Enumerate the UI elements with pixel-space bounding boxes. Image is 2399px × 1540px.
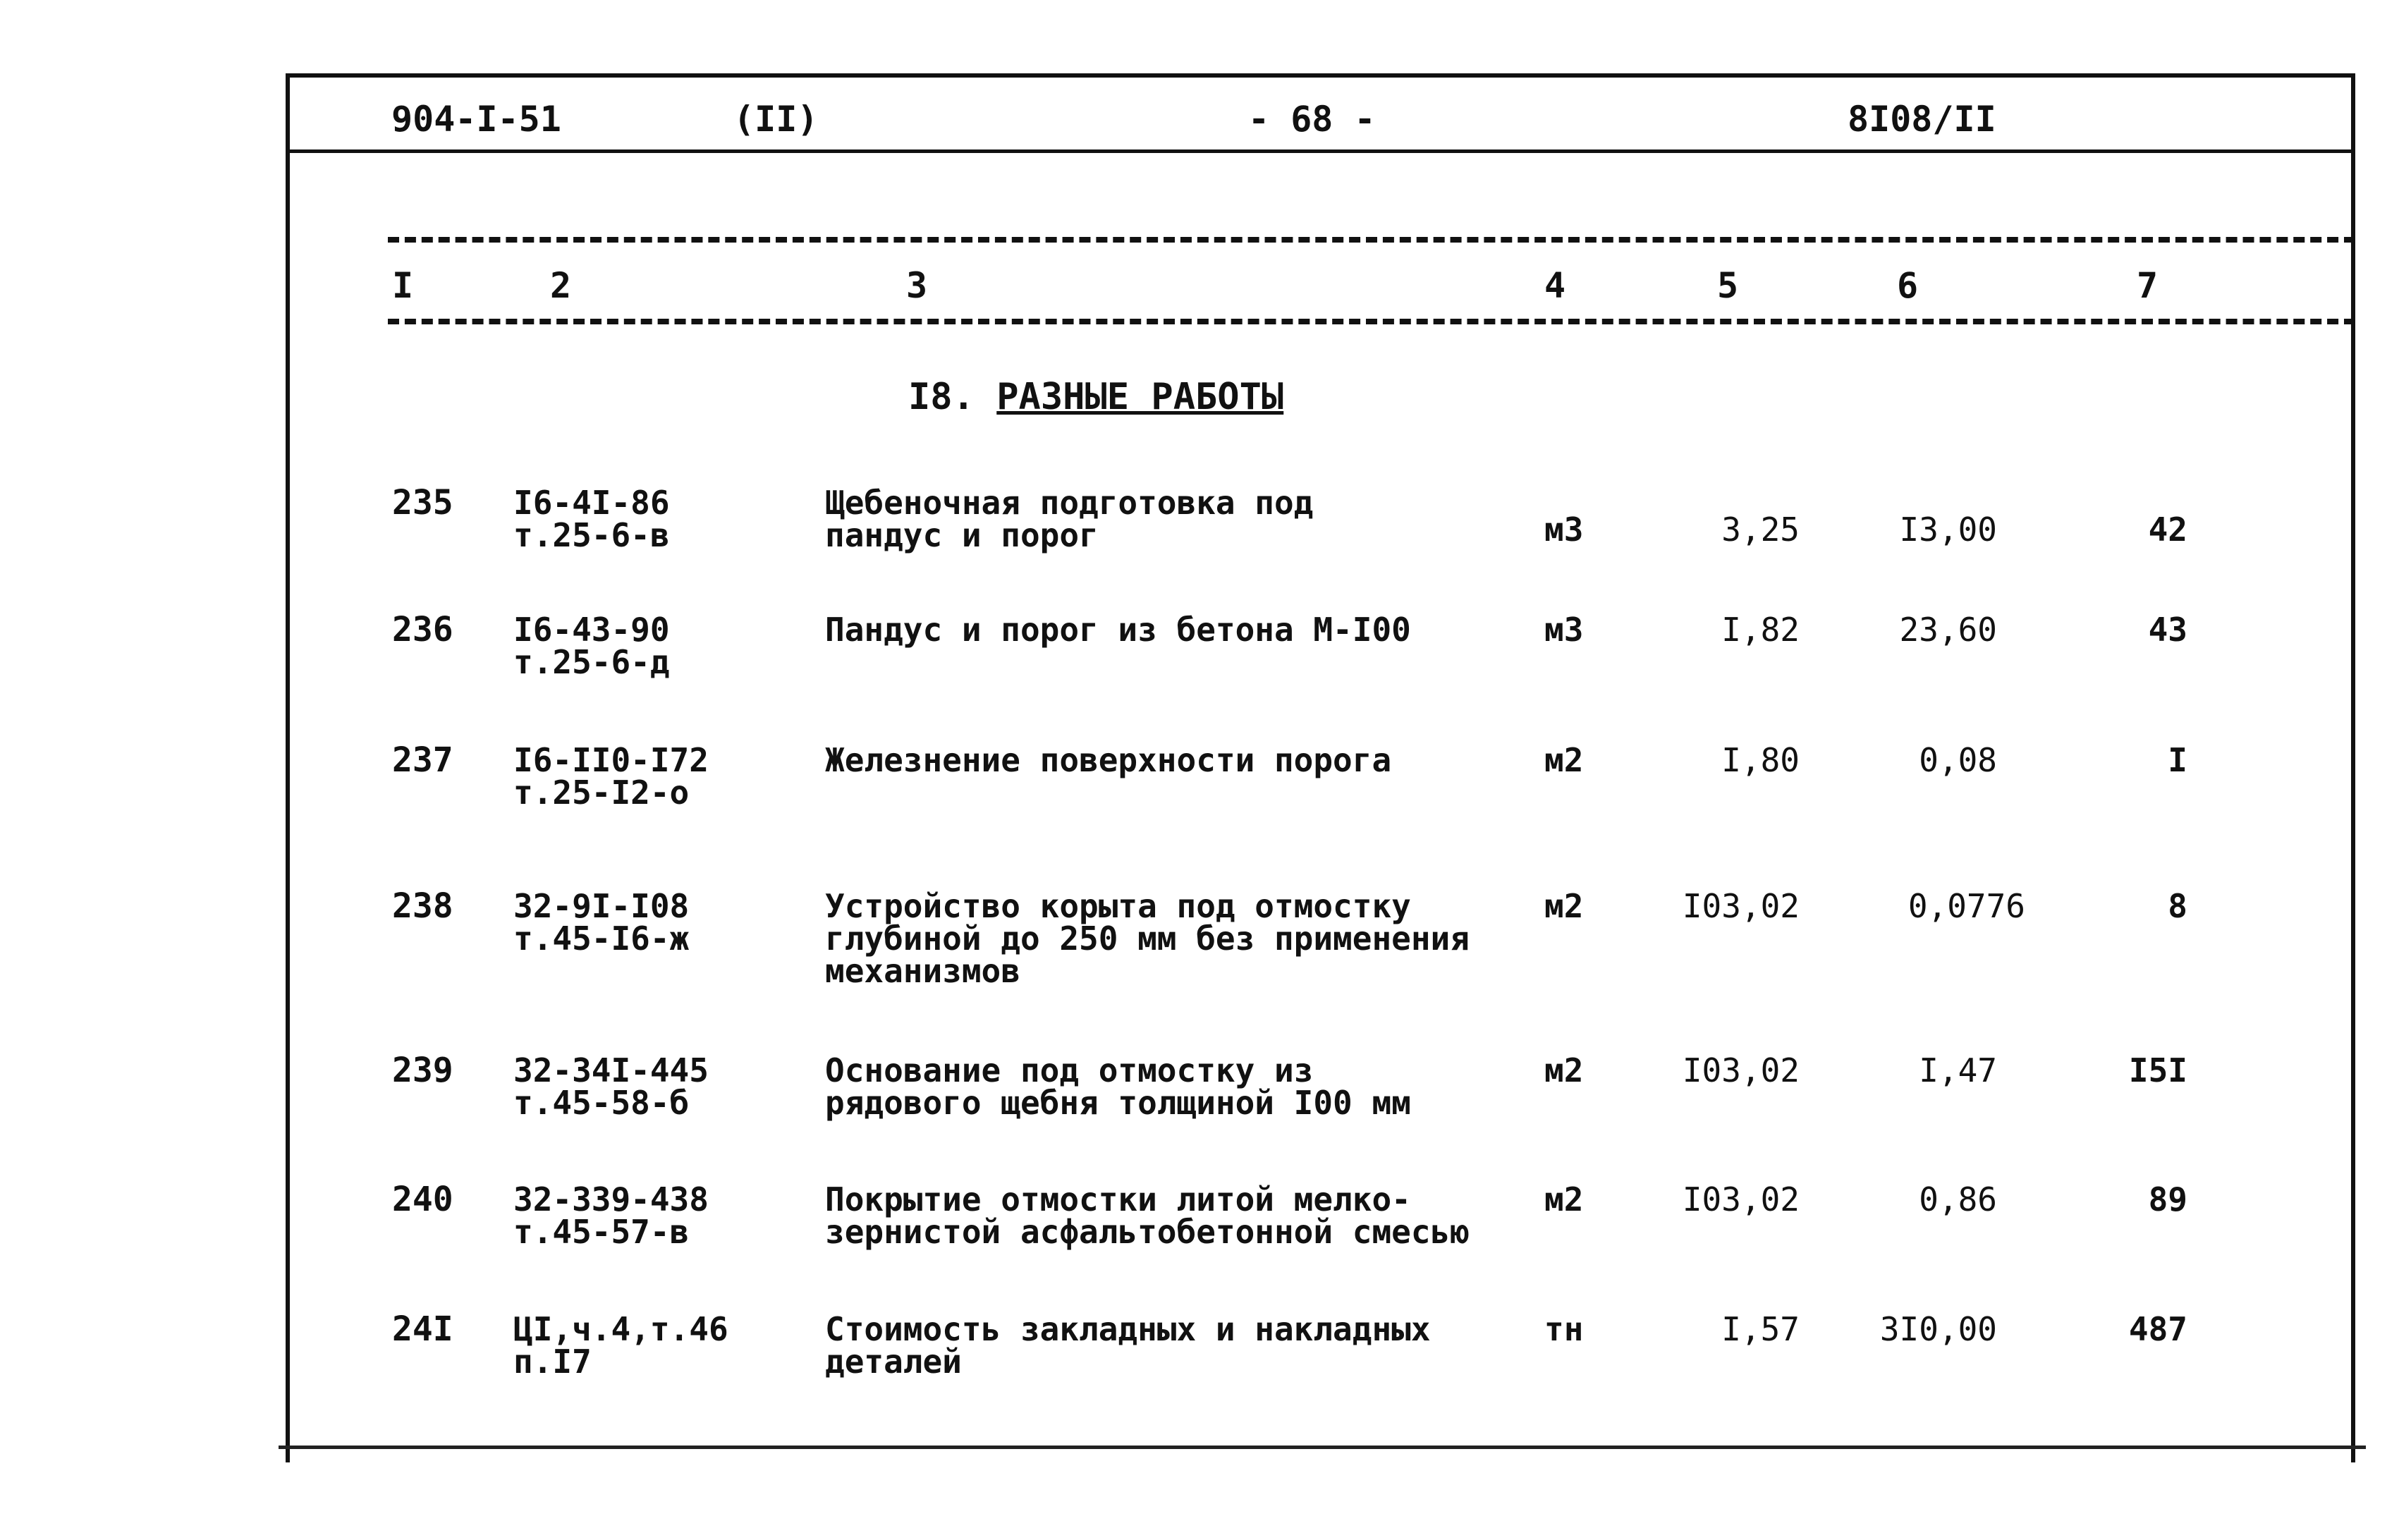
sheet-code: 8I08/II [1848, 99, 1996, 140]
row-total: I [2168, 741, 2187, 779]
row-quantity: I,57 [1721, 1310, 1800, 1348]
col-number-5: 5 [1717, 265, 1739, 306]
row-description: Пандус и порог из бетона М-I00 [825, 611, 1411, 649]
row-unit: м3 [1544, 511, 1584, 549]
dashed-rule-top [388, 237, 2355, 243]
row-quantity: 3,25 [1721, 511, 1800, 549]
col-number-4: 4 [1544, 265, 1566, 306]
page-number: - 68 - [1248, 99, 1376, 140]
row-description: Стоимость закладных и накладных деталей [825, 1310, 1431, 1381]
row-number: 236 [392, 610, 453, 649]
col-number-1: I [392, 265, 414, 306]
row-unit: м2 [1544, 741, 1584, 779]
row-unit-price: 0,0776 [1907, 887, 2025, 925]
row-description: Щебеночная подготовка под пандус и порог [825, 484, 1314, 554]
section-title: РАЗНЫЕ РАБОТЫ [996, 376, 1284, 418]
table-row [0, 886, 2399, 1038]
row-code: 32-339-438 т.45-57-в [513, 1180, 709, 1251]
row-total: 89 [2148, 1180, 2187, 1218]
col-number-7: 7 [2137, 265, 2159, 306]
row-number: 238 [392, 886, 453, 926]
table-row [0, 1309, 2399, 1461]
row-quantity: I,80 [1721, 741, 1800, 779]
doc-code: 904-I-51 [391, 99, 561, 140]
row-total: 487 [2128, 1310, 2187, 1348]
row-total: 8 [2168, 887, 2187, 925]
row-code: I6-4I-86 т.25-6-в [513, 484, 670, 554]
row-total: 42 [2148, 511, 2187, 549]
col-number-2: 2 [550, 265, 572, 306]
col-number-6: 6 [1897, 265, 1919, 306]
row-quantity: I03,02 [1682, 1051, 1800, 1089]
row-number: 24I [392, 1309, 453, 1349]
row-code: I6-II0-I72 т.25-I2-о [513, 741, 709, 812]
row-code: I6-43-90 т.25-6-д [513, 611, 670, 681]
row-description: Железнение поверхности порога [825, 741, 1392, 779]
table-row [0, 1180, 2399, 1331]
row-unit: м2 [1544, 887, 1584, 925]
row-unit-price: 0,86 [1919, 1180, 1997, 1218]
row-total: I5I [2128, 1051, 2187, 1089]
row-code: 32-9I-I08 т.45-I6-ж [513, 887, 690, 958]
row-number: 240 [392, 1180, 453, 1219]
row-unit: м2 [1544, 1051, 1584, 1089]
row-quantity: I,82 [1721, 611, 1800, 649]
row-description: Покрытие отмостки литой мелко- зернистой асфальтобетонной смесью [825, 1180, 1470, 1251]
row-description: Устройство корыта под отмостку глубиной до 250 мм без применения механизмов [825, 887, 1470, 990]
row-code: ЦI,ч.4,т.46 п.I7 [513, 1310, 728, 1381]
doc-part: (II) [733, 99, 819, 140]
row-code: 32-34I-445 т.45-58-б [513, 1051, 709, 1122]
section-heading [908, 376, 1284, 418]
row-total: 43 [2148, 611, 2187, 649]
row-unit-price: 3I0,00 [1879, 1310, 1997, 1348]
header-divider [288, 149, 2354, 153]
row-unit: м2 [1544, 1180, 1584, 1218]
row-unit: м3 [1544, 611, 1584, 649]
section-number: I8. [908, 376, 975, 418]
row-number: 237 [392, 740, 453, 780]
table-row [0, 740, 2399, 892]
row-unit-price: 23,60 [1899, 611, 1997, 649]
row-unit: тн [1544, 1310, 1584, 1348]
row-unit-price: 0,08 [1919, 741, 1997, 779]
row-unit-price: I3,00 [1899, 511, 1997, 549]
row-quantity: I03,02 [1682, 887, 1800, 925]
row-unit-price: I,47 [1919, 1051, 1997, 1089]
dashed-rule-bottom [388, 319, 2355, 324]
row-quantity: I03,02 [1682, 1180, 1800, 1218]
row-number: 239 [392, 1051, 453, 1090]
row-description: Основание под отмостку из рядового щебня толщиной I00 мм [825, 1051, 1411, 1122]
row-number: 235 [392, 483, 453, 522]
col-number-3: 3 [906, 265, 928, 306]
table-row [0, 610, 2399, 762]
